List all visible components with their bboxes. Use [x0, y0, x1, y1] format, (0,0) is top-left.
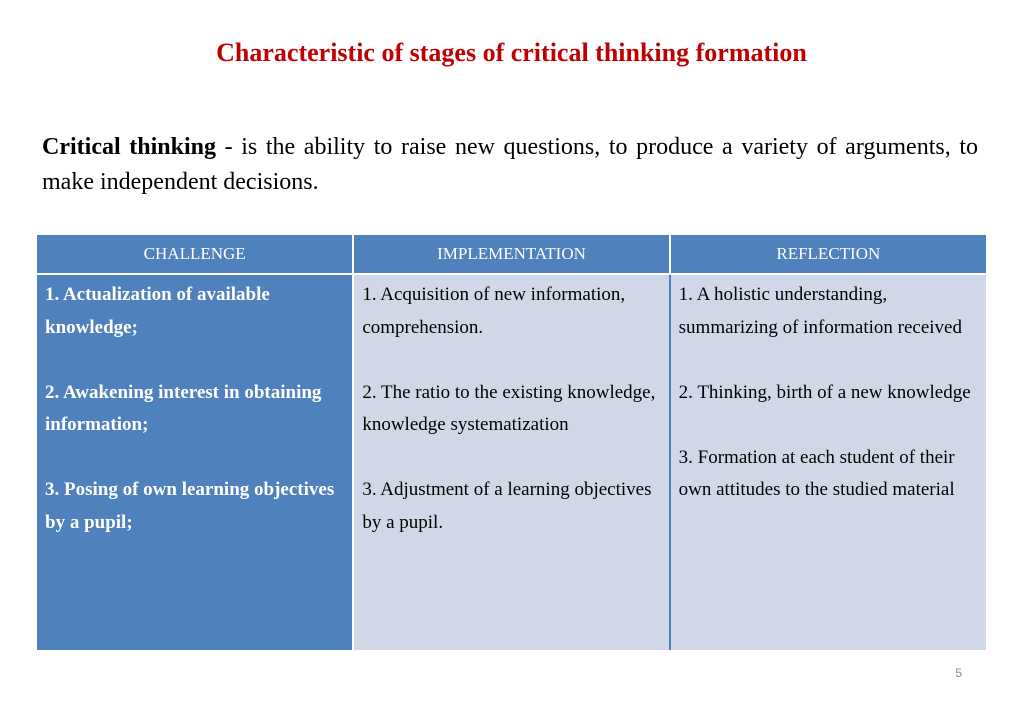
definition-paragraph [42, 130, 978, 200]
header-reflection: REFLECTION [670, 235, 986, 274]
reflection-cell [670, 274, 986, 650]
challenge-item-1: 1. Actualization of available knowledge; [45, 284, 270, 338]
spacer [362, 442, 660, 475]
stages-table [37, 235, 986, 650]
header-implementation: IMPLEMENTATION [353, 235, 669, 274]
table-row [37, 274, 986, 650]
definition-text: - is the ability to raise new questions, to produce a variety of arguments, to make independent decisions. [42, 134, 979, 195]
page-number: 5 [955, 666, 962, 680]
slide-title: Characteristic of stages of critical thinking formation [216, 38, 807, 67]
implementation-item-3: 3. Adjustment of a learning objectives by a pupil. [362, 479, 652, 533]
implementation-item-2: 2. The ratio to the existing knowledge, knowledge systematization [362, 381, 656, 435]
spacer [679, 344, 978, 377]
reflection-item-2: 2. Thinking, birth of a new knowledge [678, 381, 971, 403]
spacer [679, 409, 978, 442]
header-challenge: CHALLENGE [37, 235, 353, 274]
reflection-item-3: 3. Formation at each student of their own attitudes to the studied material [678, 446, 955, 500]
implementation-item-1: 1. Acquisition of new information, comprehension. [362, 284, 626, 338]
challenge-item-2: 2. Awakening interest in obtaining information; [45, 381, 322, 435]
table-header-row [37, 235, 986, 274]
implementation-cell [353, 274, 669, 650]
spacer [45, 442, 348, 475]
challenge-item-3: 3. Posing of own learning objectives by a pupil; [45, 479, 335, 533]
spacer [45, 344, 348, 377]
definition-term: Critical thinking [42, 134, 216, 160]
challenge-cell [37, 274, 353, 650]
reflection-item-1: 1. A holistic understanding, summarizing of information received [678, 284, 962, 338]
spacer [362, 344, 660, 377]
